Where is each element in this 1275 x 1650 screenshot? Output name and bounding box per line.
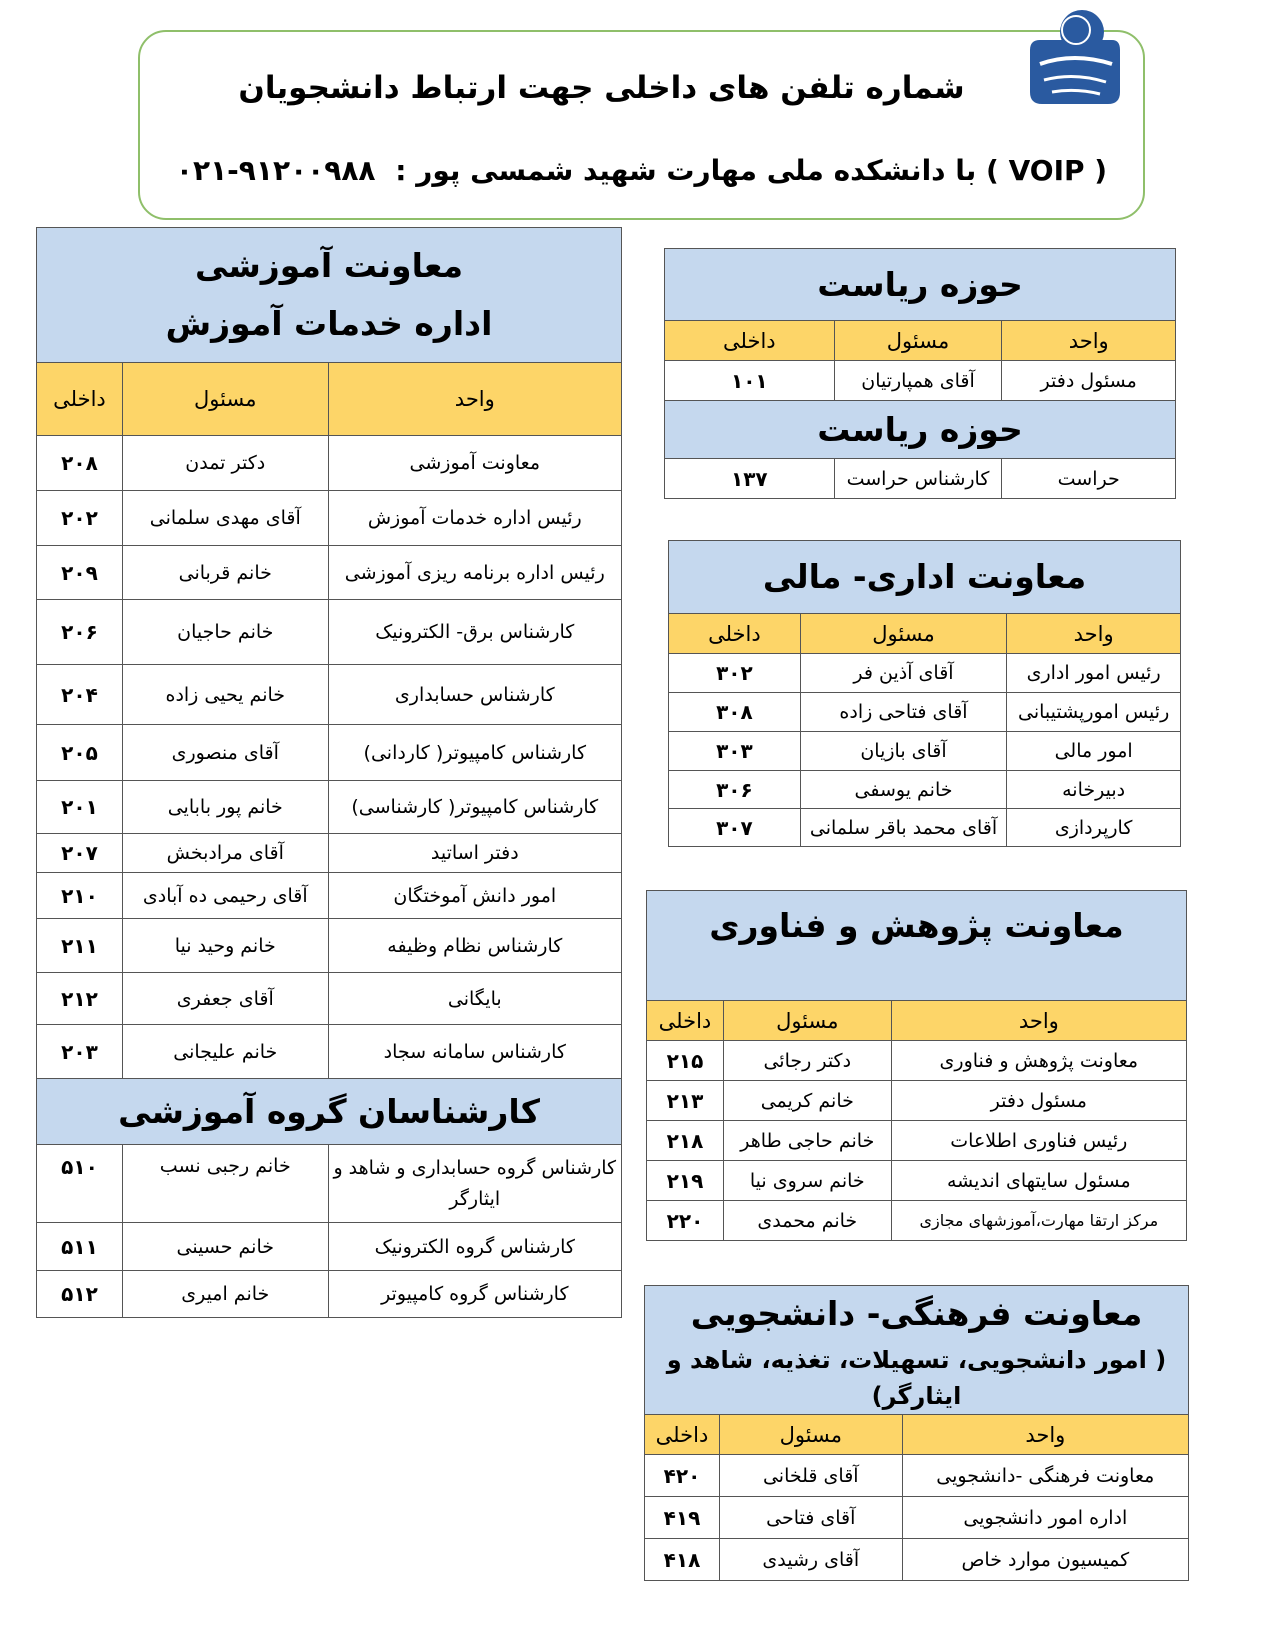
unit-cell: معاونت پژوهش و فناوری [891,1041,1186,1081]
admin-title: معاونت اداری- مالی [669,541,1181,614]
ext-cell: ۲۰۶ [37,600,123,665]
ext-cell: ۲۰۱ [37,781,123,834]
research-table [646,890,1187,1241]
unit-cell: کارشناس نظام وظیفه [328,919,621,973]
ext-cell: ۲۰۴ [37,665,123,725]
ext-cell: ۲۱۱ [37,919,123,973]
voip-label: ( VOIP ) با دانشکده ملی مهارت شهید شمسی پور : [395,154,1108,187]
unit-cell: کارشناس حسابداری [328,665,621,725]
person-cell: خانم حسینی [122,1223,328,1271]
col-ext: داخلی [647,1001,724,1041]
unit-cell: رئیس اداره خدمات آموزش [328,491,621,546]
unit-cell: کارپردازی [1007,809,1181,847]
table-row [37,491,622,546]
table-row [37,546,622,600]
unit-cell: رئیس امور اداری [1007,654,1181,693]
col-ext: داخلی [645,1415,720,1455]
table-row [665,361,1176,401]
col-person: مسئول [834,321,1002,361]
person-cell: آقای همپارتیان [834,361,1002,401]
culture-subtitle: ( امور دانشجویی، تسهیلات، تغذیه، شاهد و ایثارگر) [666,1346,1167,1411]
person-cell: خانم پور بابایی [122,781,328,834]
culture-table [644,1285,1189,1581]
ext-cell: ۲۰۷ [37,834,123,873]
person-cell: دکتر تمدن [122,436,328,491]
person-cell: خانم سروی نیا [723,1161,891,1201]
col-unit: واحد [902,1415,1188,1455]
person-cell: خانم یوسفی [800,771,1006,809]
person-cell: آقای رشیدی [719,1539,902,1581]
ext-cell: ۲۱۰ [37,873,123,919]
unit-cell: کارشناس کامپیوتر( کارشناسی) [328,781,621,834]
presidency-title: حوزه ریاست [665,249,1176,321]
presidency-table [664,248,1176,499]
person-cell: خانم قربانی [122,546,328,600]
col-person: مسئول [719,1415,902,1455]
unit-cell: اداره امور دانشجویی [902,1497,1188,1539]
person-cell: آقای محمد باقر سلمانی [800,809,1006,847]
presidency-column-header [665,321,1176,361]
table-row [647,1121,1187,1161]
unit-cell: مرکز ارتقا مهارت،آموزشهای مجازی [891,1201,1186,1241]
col-person: مسئول [723,1001,891,1041]
ext-cell: ۲۱۵ [647,1041,724,1081]
unit-cell: کارشناس گروه کامپیوتر [328,1271,621,1318]
ext-cell: ۳۰۳ [669,732,801,771]
table-row [37,1223,622,1271]
person-cell: آقای مرادبخش [122,834,328,873]
ext-cell: ۱۳۷ [665,459,835,499]
unit-cell: دفتر اساتید [328,834,621,873]
col-ext: داخلی [669,614,801,654]
table-row [37,781,622,834]
person-cell: آقای قلخانی [719,1455,902,1497]
table-row [647,1081,1187,1121]
unit-cell: امور مالی [1007,732,1181,771]
table-row [647,1041,1187,1081]
table-row [647,1161,1187,1201]
ext-cell: ۲۱۲ [37,973,123,1025]
person-cell: دکتر رجائی [723,1041,891,1081]
table-row [37,834,622,873]
table-row [669,654,1181,693]
ext-cell: ۲۱۸ [647,1121,724,1161]
table-row [37,436,622,491]
table-row [37,1145,622,1223]
person-cell: آقای بازیان [800,732,1006,771]
page-title: شماره تلفن های داخلی جهت ارتباط دانشجویان [238,70,965,106]
person-cell: خانم محمدی [723,1201,891,1241]
ext-cell: ۴۱۸ [645,1539,720,1581]
person-cell: کارشناس حراست [834,459,1002,499]
unit-cell: کارشناس گروه حسابداری و شاهد و ایثارگر [328,1145,621,1223]
table-row [37,665,622,725]
unit-cell: معاونت آموزشی [328,436,621,491]
unit-cell: کارشناس سامانه سجاد [328,1025,621,1079]
col-unit: واحد [328,363,621,436]
table-row [645,1455,1189,1497]
unit-cell: کمیسیون موارد خاص [902,1539,1188,1581]
person-cell: خانم علیجانی [122,1025,328,1079]
col-unit: واحد [1007,614,1181,654]
person-cell: خانم کریمی [723,1081,891,1121]
table-row [669,693,1181,732]
col-ext: داخلی [37,363,123,436]
person-cell: خانم حاجی طاهر [723,1121,891,1161]
person-cell: خانم وحید نیا [122,919,328,973]
person-cell: آقای جعفری [122,973,328,1025]
person-cell: خانم یحیی زاده [122,665,328,725]
ext-cell: ۴۲۰ [645,1455,720,1497]
admin-column-header [669,614,1181,654]
table-row [669,809,1181,847]
ext-cell: ۲۰۹ [37,546,123,600]
table-row [37,725,622,781]
unit-cell: رئیس اداره برنامه ریزی آموزشی [328,546,621,600]
edu-column-header [37,363,622,436]
ext-cell: ۵۱۱ [37,1223,123,1271]
person-cell: آقای مهدی سلمانی [122,491,328,546]
ext-cell: ۲۰۳ [37,1025,123,1079]
table-row [37,973,622,1025]
ext-cell: ۲۰۵ [37,725,123,781]
admin-table [668,540,1181,847]
presidency-title-2: حوزه ریاست [665,401,1176,459]
table-row [37,873,622,919]
unit-cell: معاونت فرهنگی -دانشجویی [902,1455,1188,1497]
research-column-header [647,1001,1187,1041]
research-title: معاونت پژوهش و فناوری [647,891,1187,1001]
header-frame [138,30,1145,220]
ext-cell: ۲۰۲ [37,491,123,546]
table-row [645,1497,1189,1539]
table-row [669,771,1181,809]
culture-column-header [645,1415,1189,1455]
unit-cell: بایگانی [328,973,621,1025]
table-row [37,1271,622,1318]
person-cell: خانم رجبی نسب [122,1145,328,1223]
unit-cell: کارشناس برق- الکترونیک [328,600,621,665]
edu-table [36,227,622,1318]
ext-cell: ۳۰۷ [669,809,801,847]
table-row [37,919,622,973]
ext-cell: ۴۱۹ [645,1497,720,1539]
culture-title: معاونت فرهنگی- دانشجویی [690,1294,1143,1333]
col-ext: داخلی [665,321,835,361]
ext-cell: ۳۰۲ [669,654,801,693]
voip-phone-number: ۰۲۱-۹۱۲۰۰۹۸۸ [175,154,376,187]
group-title: کارشناسان گروه آموزشی [37,1079,622,1145]
person-cell: آقای منصوری [122,725,328,781]
person-cell: آقای آذین فر [800,654,1006,693]
col-person: مسئول [800,614,1006,654]
unit-cell: حراست [1002,459,1176,499]
unit-cell: رئیس فناوری اطلاعات [891,1121,1186,1161]
unit-cell: رئیس امورپشتیبانی [1007,693,1181,732]
unit-cell: مسئول سایتهای اندیشه [891,1161,1186,1201]
unit-cell: دبیرخانه [1007,771,1181,809]
unit-cell: امور دانش آموختگان [328,873,621,919]
col-unit: واحد [891,1001,1186,1041]
col-unit: واحد [1002,321,1176,361]
voip-line [140,154,1143,187]
table-row [669,732,1181,771]
unit-cell: مسئول دفتر [891,1081,1186,1121]
table-row [37,1025,622,1079]
table-row [645,1539,1189,1581]
ext-cell: ۵۱۲ [37,1271,123,1318]
table-row [37,600,622,665]
person-cell: آقای فتاحی [719,1497,902,1539]
person-cell: آقای رحیمی ده آبادی [122,873,328,919]
university-logo [1024,8,1124,112]
edu-title: معاونت آموزشی [194,246,464,286]
ext-cell: ۵۱۰ [37,1145,123,1223]
ext-cell: ۳۰۸ [669,693,801,732]
ext-cell: ۲۰۸ [37,436,123,491]
ext-cell: ۲۲۰ [647,1201,724,1241]
unit-cell: مسئول دفتر [1002,361,1176,401]
ext-cell: ۱۰۱ [665,361,835,401]
table-row [665,459,1176,499]
edu-subtitle: اداره خدمات آموزش [165,304,493,343]
col-person: مسئول [122,363,328,436]
ext-cell: ۲۱۳ [647,1081,724,1121]
unit-cell: کارشناس کامپیوتر( کاردانی) [328,725,621,781]
ext-cell: ۲۱۹ [647,1161,724,1201]
ext-cell: ۳۰۶ [669,771,801,809]
table-row [647,1201,1187,1241]
person-cell: خانم حاجیان [122,600,328,665]
person-cell: آقای فتاحی زاده [800,693,1006,732]
unit-cell: کارشناس گروه الکترونیک [328,1223,621,1271]
person-cell: خانم امیری [122,1271,328,1318]
